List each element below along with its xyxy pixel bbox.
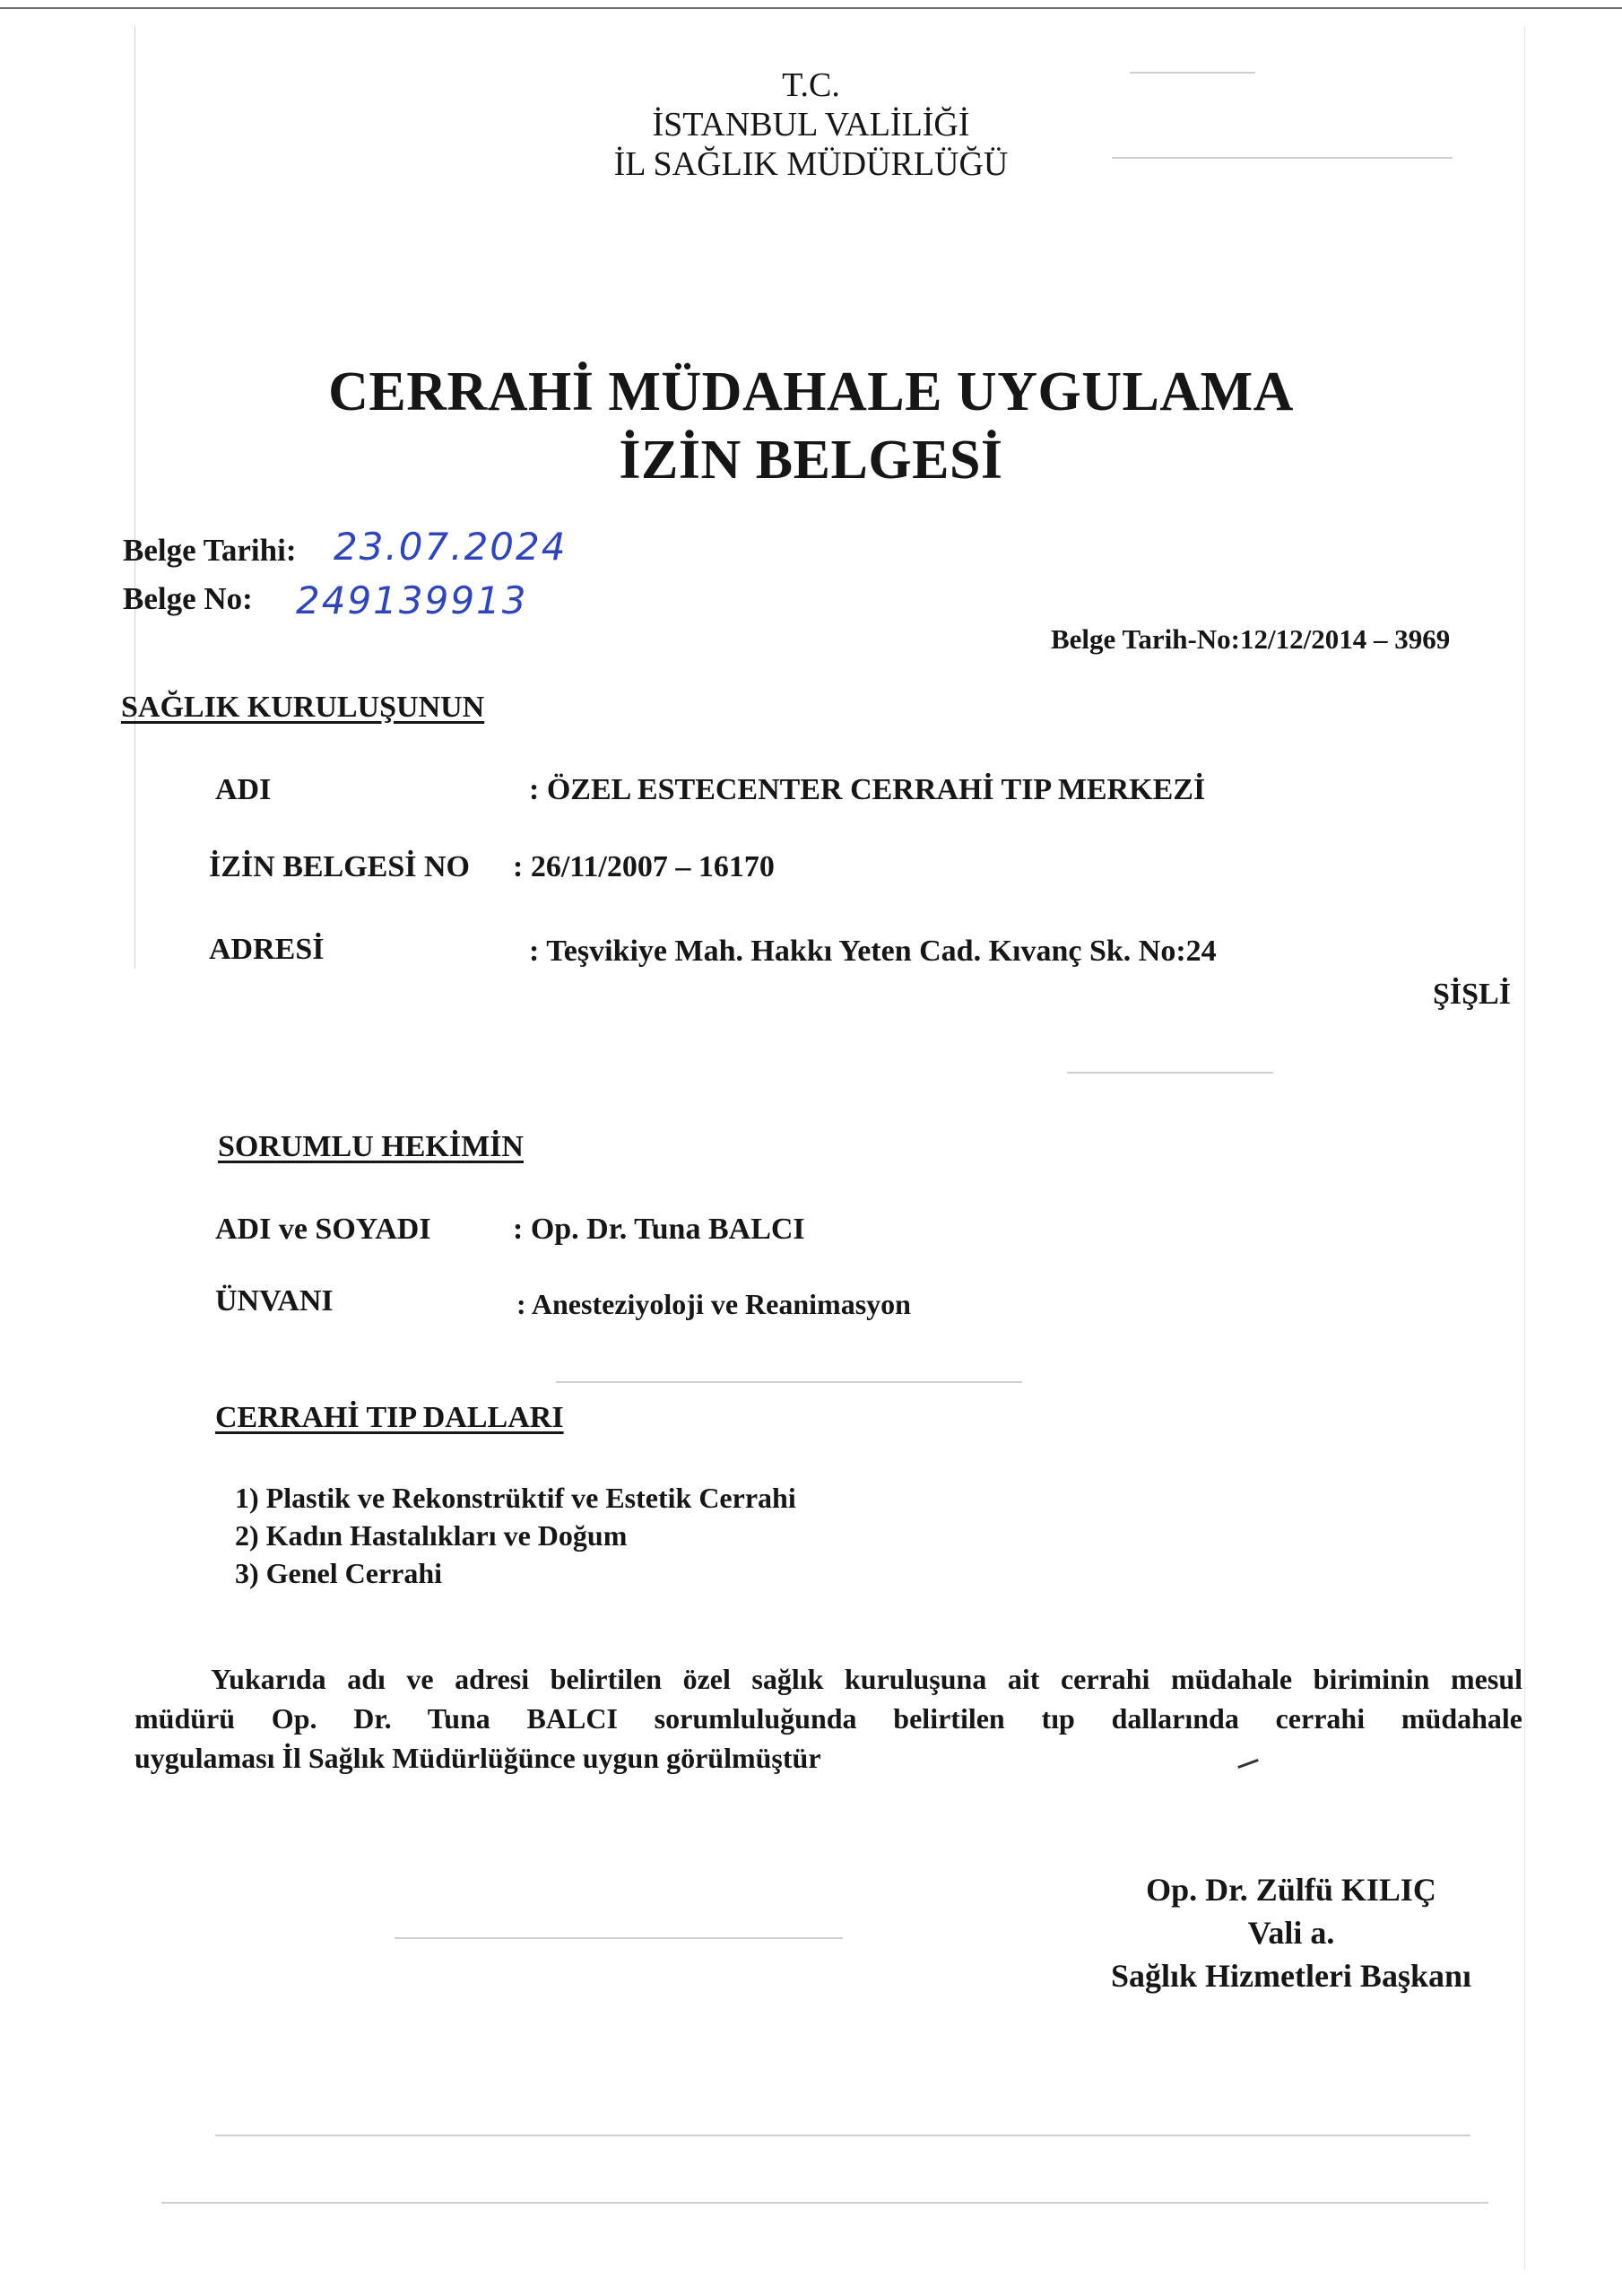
scan-speck: [395, 1937, 843, 1939]
list-item: 1) Plastik ve Rekonstrüktif ve Estetik Cerrahi: [235, 1482, 796, 1514]
signature-name: Op. Dr. Zülfü KILIÇ: [1146, 1872, 1436, 1908]
scan-speck: [215, 2135, 1470, 2136]
document-title-line2: İZİN BELGESİ: [619, 430, 1003, 491]
field-value-adi-soyadi: : Op. Dr. Tuna BALCI: [513, 1213, 805, 1246]
scan-speck: [1112, 157, 1453, 159]
field-label-izin-belgesi-no: İZİN BELGESİ NO: [209, 850, 470, 883]
top-scan-edge: [0, 7, 1622, 9]
scan-speck: [1067, 1072, 1273, 1074]
list-item: 2) Kadın Hastalıkları ve Doğum: [235, 1519, 628, 1552]
scan-speck: [161, 2202, 1488, 2204]
section-saglik-kurulusu: SAĞLIK KURULUŞUNUN: [121, 691, 485, 724]
belge-tarihi-label: Belge Tarihi:: [123, 533, 297, 568]
field-value-unvani: : Anesteziyoloji ve Reanimasyon: [516, 1288, 911, 1320]
document-title-line1: CERRAHİ MÜDAHALE UYGULAMA: [328, 361, 1294, 422]
section-cerrahi-tip-dallari: CERRAHİ TIP DALLARI: [215, 1401, 564, 1434]
belge-no-handwritten: 249139913: [296, 578, 528, 622]
header-tc: T.C.: [782, 66, 840, 104]
signature-title-baskan: Sağlık Hizmetleri Başkanı: [1110, 1958, 1471, 1994]
header-istanbul-valiligi: İSTANBUL VALİLİĞİ: [652, 106, 970, 144]
field-label-adi-soyadi: ADI ve SOYADI: [215, 1213, 431, 1246]
paragraph-line: Yukarıda adı ve adresi belirtilen özel sağlık kuruluşuna ait cerrahi müdahale biriminin mesul: [211, 1663, 1522, 1695]
field-label-unvani: ÜNVANI: [215, 1284, 334, 1318]
scan-speck: [1130, 72, 1255, 74]
belge-tarih-no: Belge Tarih-No:12/12/2014 – 3969: [1051, 623, 1451, 655]
belge-tarihi-handwritten: 23.07.2024: [334, 525, 568, 569]
approval-paragraph: [134, 1659, 1522, 1778]
header-il-saglik-mudurlugu: İL SAĞLIK MÜDÜRLÜĞÜ: [613, 145, 1009, 183]
field-value-district: ŞİŞLİ: [1433, 978, 1511, 1011]
paragraph-line: uygulaması İl Sağlık Müdürlüğünce uygun görülmüştür: [134, 1742, 821, 1774]
belge-no-label: Belge No:: [123, 581, 253, 616]
list-item: 3) Genel Cerrahi: [235, 1557, 443, 1589]
paragraph-line: müdürü Op. Dr. Tuna BALCI sorumluluğunda belirtilen tıp dallarında cerrahi müdahale: [134, 1702, 1522, 1735]
field-value-izin-belgesi-no: : 26/11/2007 – 16170: [513, 850, 775, 883]
field-value-adi: : ÖZEL ESTECENTER CERRAHİ TIP MERKEZİ: [529, 773, 1206, 806]
field-value-adresi: : Teşvikiye Mah. Hakkı Yeten Cad. Kıvanç Sk. No:24: [529, 935, 1217, 968]
field-label-adi: ADI: [215, 773, 272, 806]
scan-speck: [556, 1381, 1022, 1383]
section-sorumlu-hekim: SORUMLU HEKİMİN: [218, 1130, 524, 1163]
field-label-adresi: ADRESİ: [209, 933, 325, 966]
signature-title-vali: Vali a.: [1247, 1915, 1335, 1951]
